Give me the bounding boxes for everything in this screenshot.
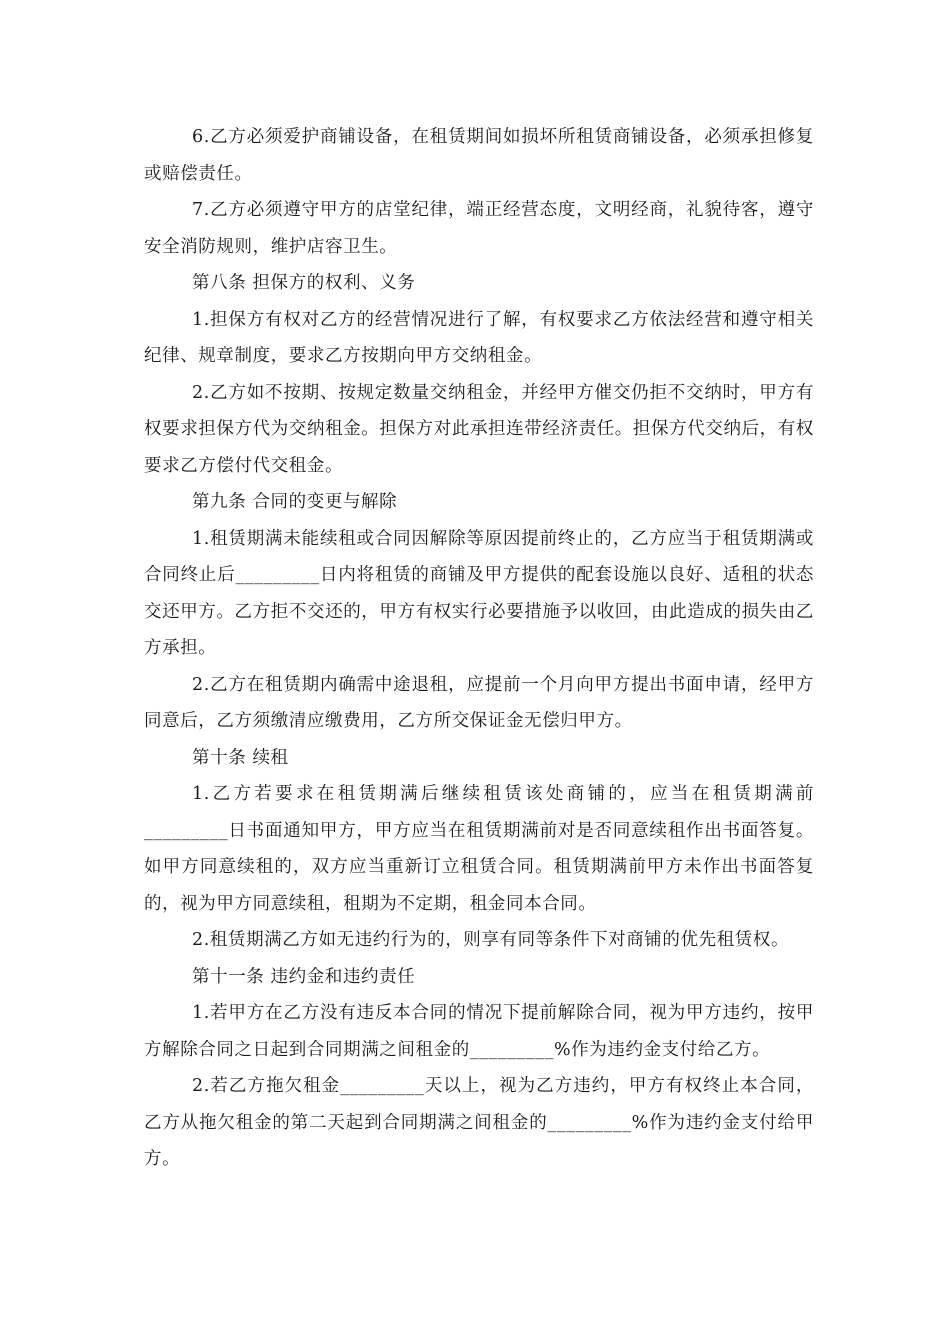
article-11-heading: 第十一条 违约金和违约责任 (192, 966, 416, 987)
article-10-heading: 第十条 续租 (192, 747, 289, 768)
article-10-item-2: 2.租赁期满乙方如无违约行为的，则享有同等条件下对商铺的优先租赁权。 (192, 930, 790, 950)
article-9-heading: 第九条 合同的变更与解除 (192, 492, 398, 512)
article-11-item-2: 2.若乙方拖欠租金_________天以上，视为乙方违约，甲方有权终止本合同，乙方从拖欠租金的第二天起到合同期满之间租金的_________%作为违约金支付给甲方。 (144, 1076, 814, 1169)
article-10-item-1: 1.乙方若要求在租赁期满后继续租赁该处商铺的，应当在租赁期满前_________日书面通知甲方，甲方应当在租赁期满前对是否同意续租作出书面答复。如甲方同意续租的，双方应当重新订立租赁合同。租赁期满前甲方未作出书面答复的，视为甲方同意续租，租期为不定期，租金同本合同。 (144, 784, 814, 914)
article-8-heading: 第八条 担保方的权利、义务 (192, 273, 416, 293)
clause-7-item-7: 7.乙方必须遵守甲方的店堂纪律，端正经营态度，文明经商，礼貌待客，遵守安全消防规则，维护店容卫生。 (144, 200, 814, 257)
article-11-item-1: 1.若甲方在乙方没有违反本合同的情况下提前解除合同，视为甲方违约，按甲方解除合同之日起到合同期满之间租金的_________%作为违约金支付给乙方。 (144, 1003, 814, 1060)
document-body (144, 119, 814, 1178)
article-8-item-2: 2.乙方如不按期、按规定数量交纳租金，并经甲方催交仍拒不交纳时，甲方有权要求担保方代为交纳租金。担保方对此承担连带经济责任。担保方代交纳后，有权要求乙方偿付代交租金。 (144, 382, 814, 476)
clause-7-item-6: 6.乙方必须爱护商铺设备，在租赁期间如损坏所租赁商铺设备，必须承担修复或赔偿责任。 (144, 127, 814, 184)
article-9-item-1: 1.租赁期满未能续租或合同因解除等原因提前终止的，乙方应当于租赁期满或合同终止后_________日内将租赁的商铺及甲方提供的配套设施以良好、适租的状态交还甲方。乙方拒不交还的，甲方有权实行必要措施予以收回，由此造成的损失由乙方承担。 (144, 528, 814, 658)
article-8-item-1: 1.担保方有权对乙方的经营情况进行了解，有权要求乙方依法经营和遵守相关纪律、规章制度，要求乙方按期向甲方交纳租金。 (144, 309, 814, 366)
article-9-item-2: 2.乙方在租赁期内确需中途退租，应提前一个月向甲方提出书面申请，经甲方同意后，乙方须缴清应缴费用，乙方所交保证金无偿归甲方。 (144, 674, 814, 731)
